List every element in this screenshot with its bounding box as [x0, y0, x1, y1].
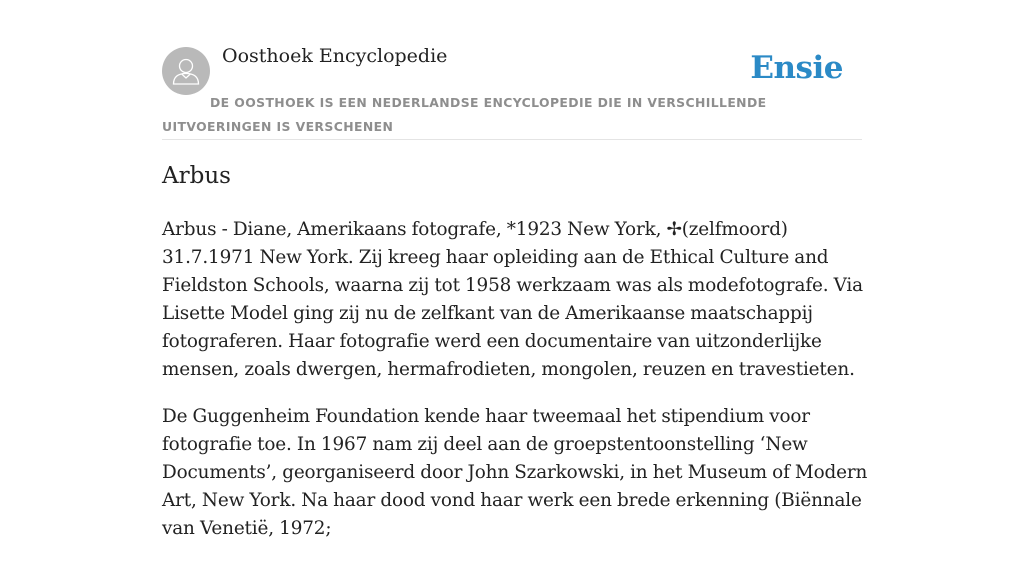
source-name[interactable]: Oosthoek Encyclopedie [222, 45, 448, 67]
article-title: Arbus [162, 163, 231, 189]
article-paragraph: De Guggenheim Foundation kende haar tweemaal het stipendium voor fotografie toe. In 1967 nam zij deel aan de groepstentoonstelling ‘New Documents’, georganiseerd door John Szarkowski, in het Museum of Modern Art, New York. Na haar dood vond haar werk een brede erkenning (Biënnale van Venetië, 1972; [162, 406, 868, 539]
user-icon[interactable] [162, 47, 210, 95]
page-container [162, 0, 868, 539]
article-paragraph: Arbus - Diane, Amerikaans fotografe, *1923 New York, ✢(zelfmoord) 31.7.1971 New York. Zij kreeg haar opleiding aan de Ethical Culture and Fieldston Schools, waarna zij tot 1958 werkzaam was als modefotografe. Via Lisette Model ging zij nu de zelfkant van de Amerikaanse maatschappij fotograferen. Haar fotografie werd een documentaire van uitzonderlijke mensen, zoals dwergen, hermafrodieten, mongolen, reuzen en travestieten. [162, 219, 863, 380]
brand-logo[interactable]: Ensie [750, 50, 843, 86]
source-tagline: DE OOSTHOEK IS EEN NEDERLANDSE ENCYCLOPEDIE DIE IN VERSCHILLENDE UITVOERINGEN IS VERSCHENEN [162, 95, 767, 134]
article-body [162, 216, 874, 562]
source-header [162, 0, 862, 140]
